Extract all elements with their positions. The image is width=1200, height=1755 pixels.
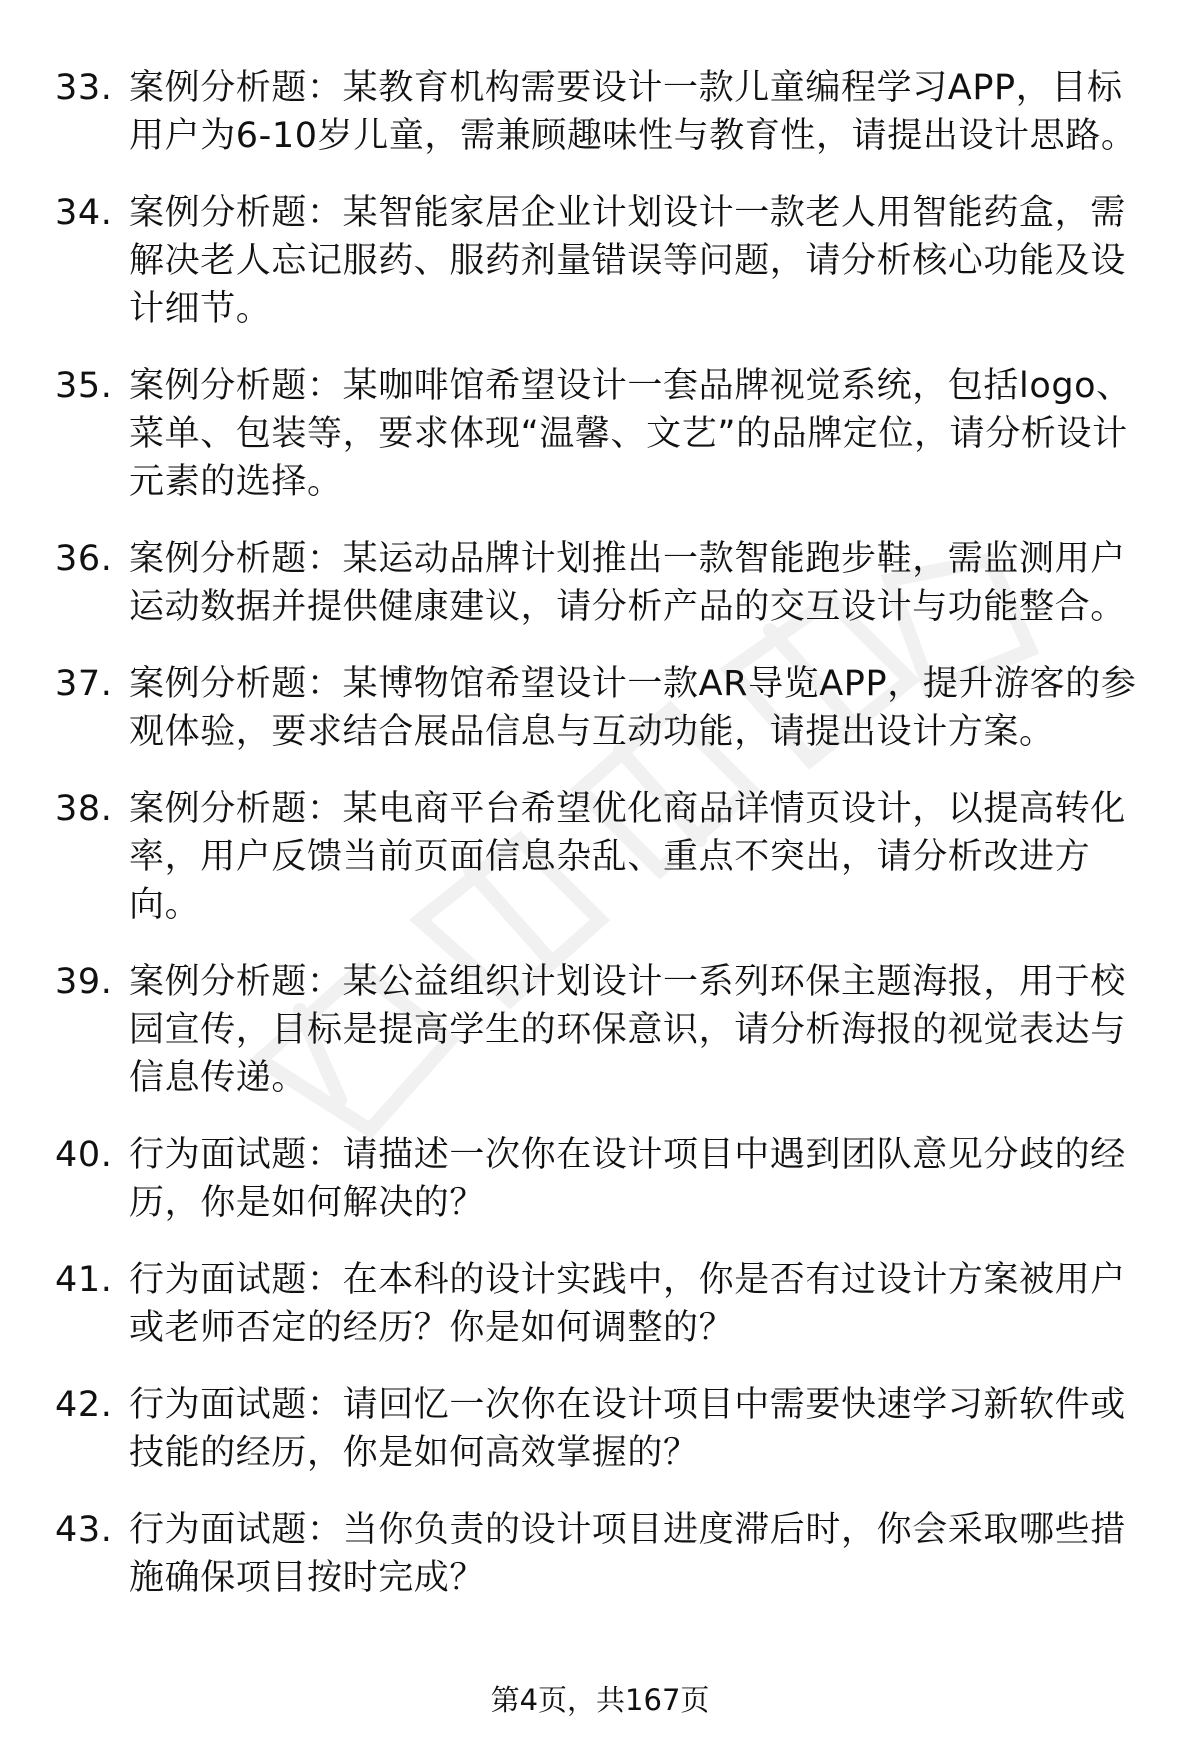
question-text: 案例分析题：某智能家居企业计划设计一款老人用智能药盒，需解决老人忘记服药、服药剂量错误等问题，请分析核心功能及设计细节。 — [129, 193, 1126, 329]
question-number: 41. — [55, 1260, 113, 1300]
question-text: 案例分析题：某博物馆希望设计一款AR导览APP，提升游客的参观体验，要求结合展品信息与互动功能，请提出设计方案。 — [129, 664, 1137, 752]
question-item — [0, 362, 1200, 506]
question-item — [0, 1506, 1200, 1602]
page-number-footer: 第4页，共167页 — [490, 1683, 710, 1717]
question-text: 行为面试题：请回忆一次你在设计项目中需要快速学习新软件或技能的经历，你是如何高效掌握的？ — [129, 1385, 1126, 1473]
question-item — [0, 958, 1200, 1102]
question-text: 行为面试题：当你负责的设计项目进度滞后时，你会采取哪些措施确保项目按时完成？ — [129, 1510, 1126, 1598]
question-item — [0, 535, 1200, 631]
question-number: 35. — [55, 366, 113, 406]
question-number: 42. — [55, 1385, 113, 1425]
question-number: 36. — [55, 539, 113, 579]
question-text: 案例分析题：某教育机构需要设计一款儿童编程学习APP，目标用户为6-10岁儿童，需兼顾趣味性与教育性，请提出设计思路。 — [129, 68, 1137, 156]
question-number: 34. — [55, 193, 113, 233]
question-text: 行为面试题：请描述一次你在设计项目中遇到团队意见分歧的经历，你是如何解决的？ — [129, 1135, 1126, 1223]
question-item — [0, 1381, 1200, 1477]
question-item — [0, 785, 1200, 929]
question-number: 39. — [55, 962, 113, 1002]
question-text: 案例分析题：某咖啡馆希望设计一套品牌视觉系统，包括logo、菜单、包装等，要求体现“温馨、文艺”的品牌定位，请分析设计元素的选择。 — [129, 366, 1132, 502]
question-number: 40. — [55, 1135, 113, 1175]
question-text: 行为面试题：在本科的设计实践中，你是否有过设计方案被用户或老师否定的经历？你是如何调整的？ — [129, 1260, 1126, 1348]
question-list — [0, 64, 1200, 1631]
question-number: 37. — [55, 664, 113, 704]
question-item — [0, 64, 1200, 160]
question-item — [0, 189, 1200, 333]
question-item — [0, 1131, 1200, 1227]
question-text: 案例分析题：某电商平台希望优化商品详情页设计，以提高转化率，用户反馈当前页面信息杂乱、重点不突出，请分析改进方向。 — [129, 789, 1126, 925]
question-item — [0, 660, 1200, 756]
question-item — [0, 1256, 1200, 1352]
question-number: 43. — [55, 1510, 113, 1550]
question-text: 案例分析题：某公益组织计划设计一系列环保主题海报，用于校园宣传，目标是提高学生的环保意识，请分析海报的视觉表达与信息传递。 — [129, 962, 1126, 1098]
question-text: 案例分析题：某运动品牌计划推出一款智能跑步鞋，需监测用户运动数据并提供健康建议，请分析产品的交互设计与功能整合。 — [129, 539, 1126, 627]
question-number: 38. — [55, 789, 113, 829]
question-number: 33. — [55, 68, 113, 108]
